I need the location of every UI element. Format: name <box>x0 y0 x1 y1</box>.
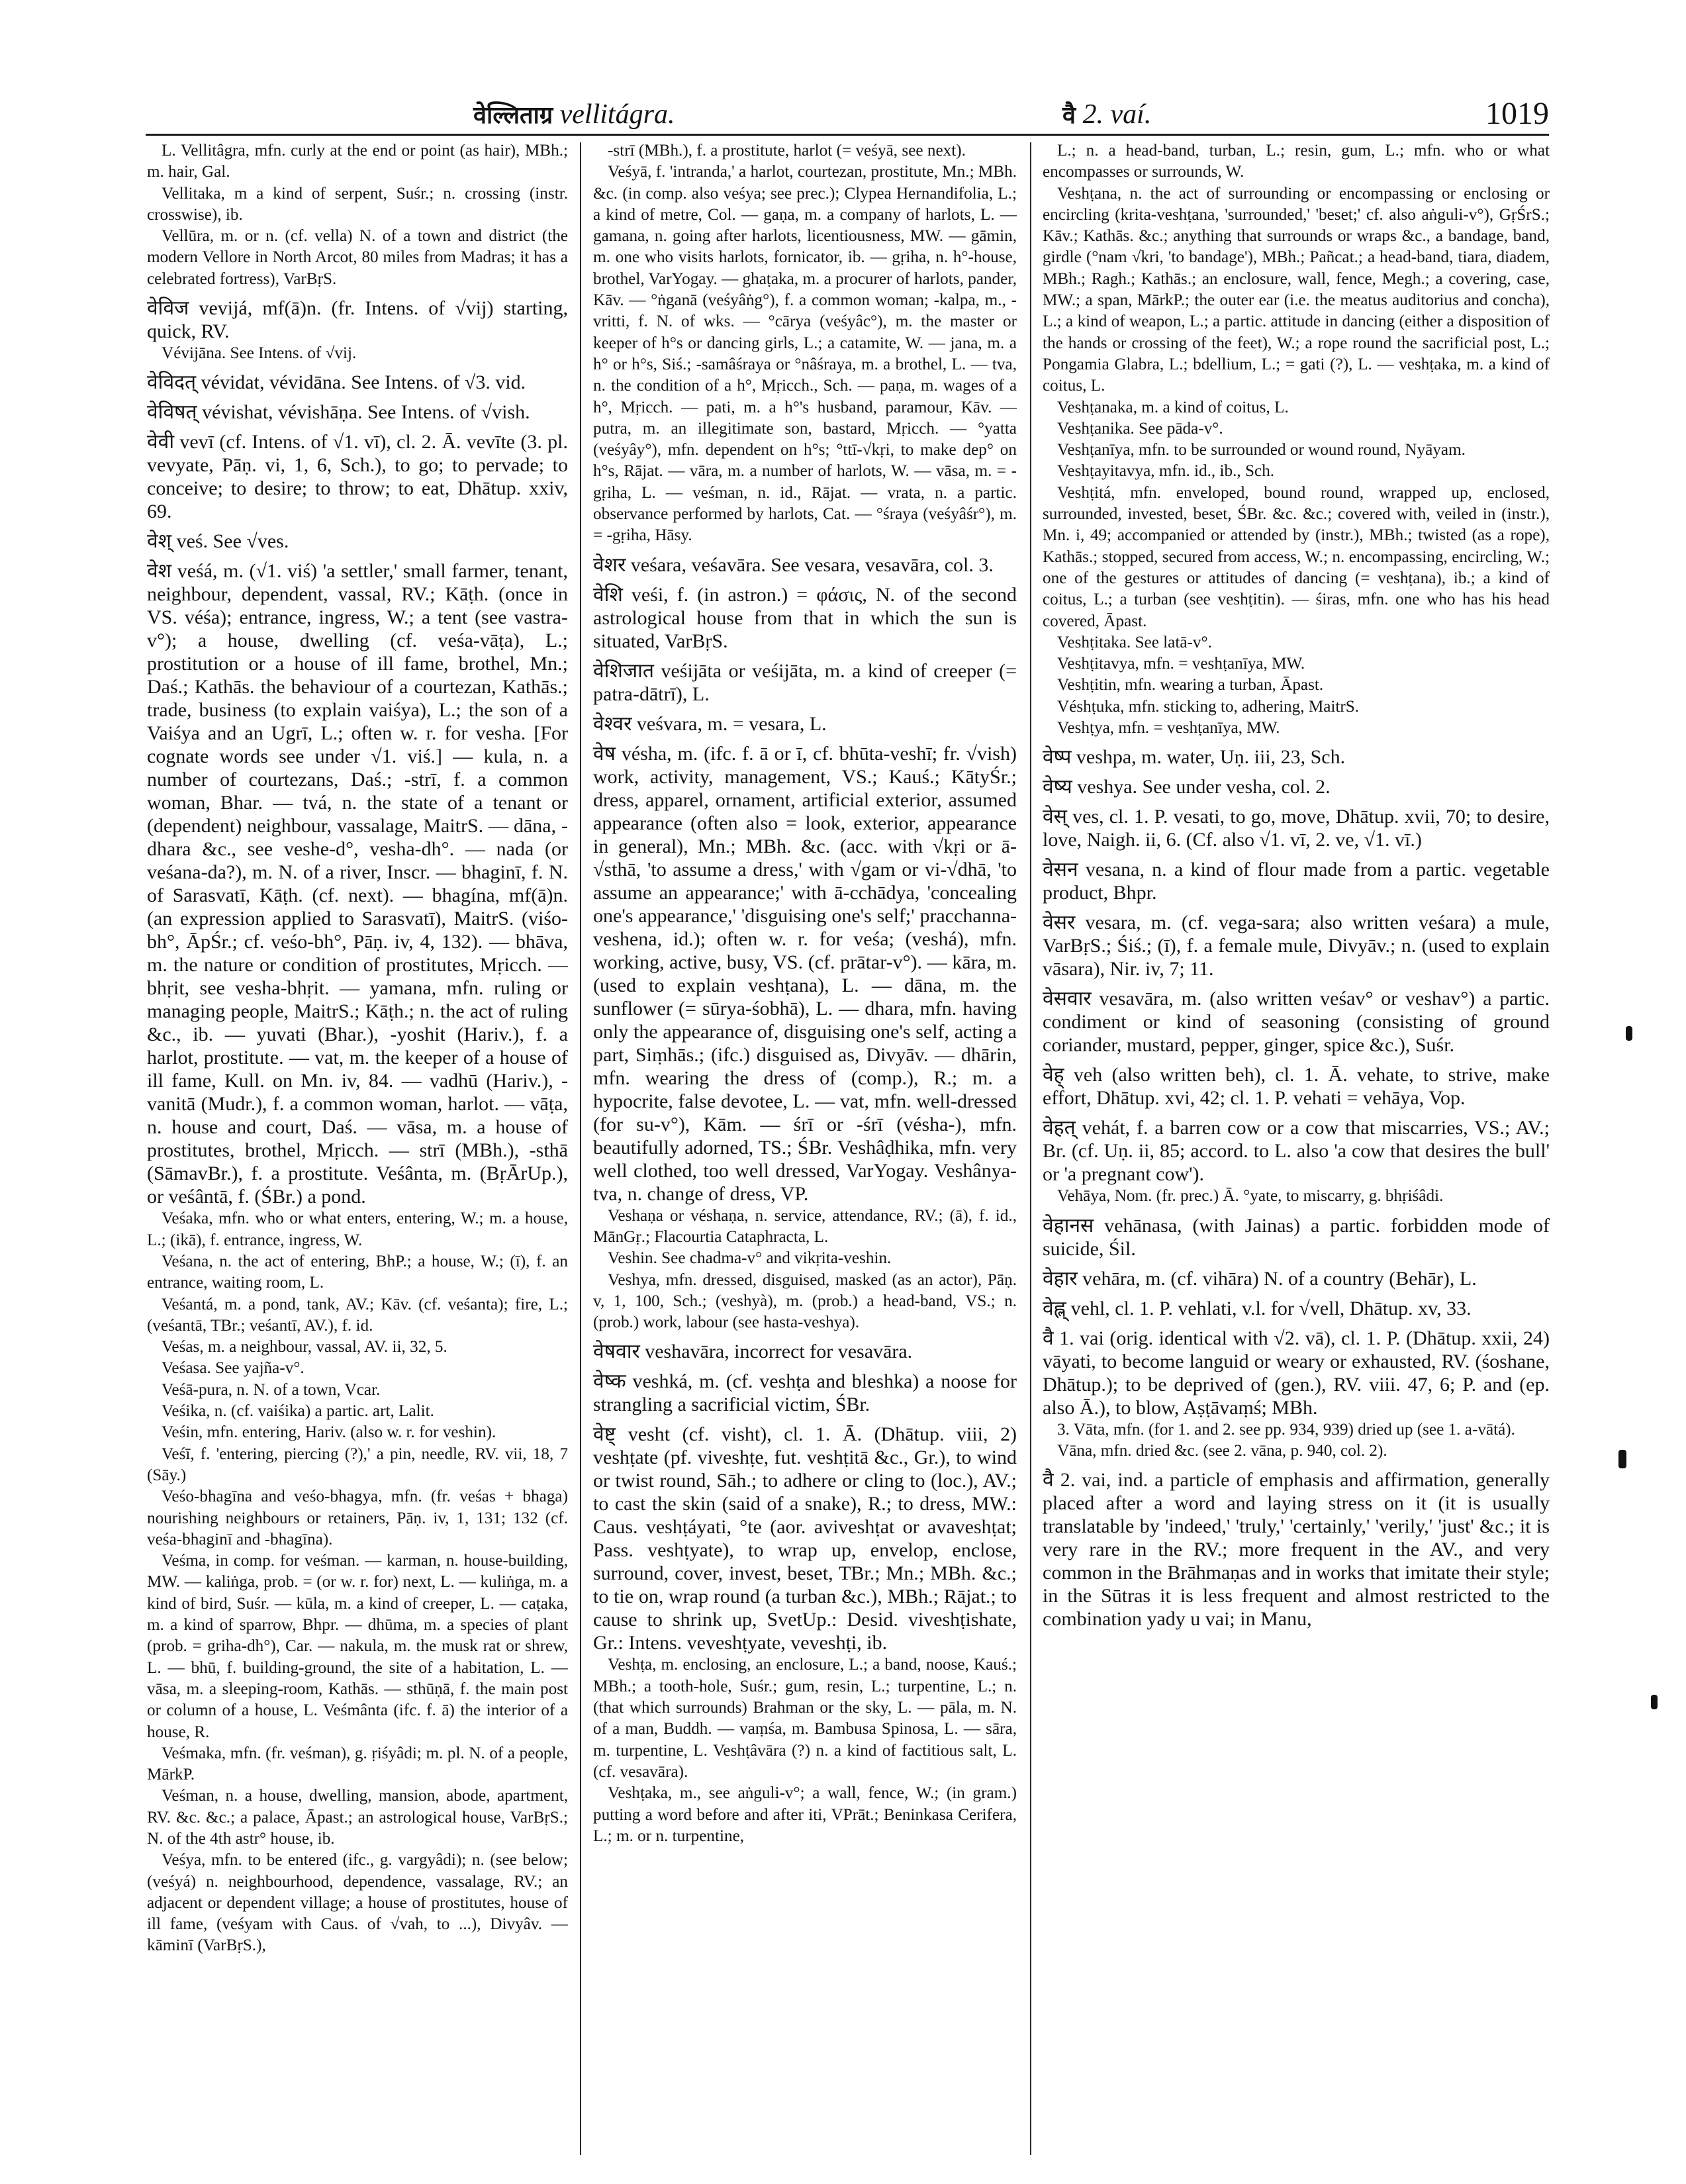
column-divider <box>1030 142 1031 2155</box>
sub-entry: -strī (MBh.), f. a prostitute, harlot (= veśyā, see next). <box>608 142 966 160</box>
main-entry: वेवी vevī (cf. Intens. of √1. vī), cl. 2. Ā. vevīte (3. pl. vevyate, Pāṇ. vi, 1, 6, Sch.), to go; to pervade; to conceive; to desire; to throw; to eat, Dhātup. xxiv, 69. <box>147 431 568 523</box>
margin-mark <box>1618 1450 1626 1468</box>
sub-entry: Veśasa. See yajña-v°. <box>162 1359 304 1378</box>
header-mid-devanagari: वै <box>1062 102 1076 129</box>
main-entry: वेस् ves, cl. 1. P. vesati, to go, move, Dhātup. xvii, 70; to desire, love, Naigh. ii, 6. (Cf. also √1. vī, 2. ve, √1. vī.) <box>1043 806 1550 851</box>
sub-entry: Vellitaka, m a kind of serpent, Suśr.; n. crossing (instr. crosswise), ib. <box>147 184 568 224</box>
header-left-headword <box>473 98 675 130</box>
main-entry: वेहत् vehát, f. a barren cow or a cow that miscarries, VS.; AV.; Br. (cf. Uṇ. ii, 85; accord. to L. also 'a cow that desires the bull' or 'a pregnant cow'). <box>1043 1117 1550 1186</box>
main-entry: वेहानस vehānasa, (with Jainas) a partic. forbidden mode of suicide, Śil. <box>1043 1214 1550 1260</box>
main-entry: वेहार vehāra, m. (cf. vihāra) N. of a country (Behār), L. <box>1043 1267 1477 1290</box>
main-entry: वेषवार veshavāra, incorrect for vesavāra. <box>593 1341 913 1363</box>
main-entry: वेविदत् vévidat, vévidāna. See Intens. of √3. vid. <box>147 371 526 394</box>
sub-entry: Veśmaka, mfn. (fr. veśman), g. ṛiśyâdi; m. pl. N. of a people, MārkP. <box>147 1744 568 1784</box>
sub-entry: Veshaṇa or véshaṇa, n. service, attendance, RV.; (ā), f. id., MānGṛ.; Flacourtia Cataphracta, L. <box>593 1206 1017 1246</box>
column-3 <box>1043 140 1550 2160</box>
sub-entry: Veśman, n. a house, dwelling, mansion, abode, apartment, RV. &c. &c.; a palace, Āpast.; an astrological house, VarBṛS.; N. of the 4th astr° house, ib. <box>147 1787 568 1848</box>
sub-entry: Veśī, f. 'entering, piercing (?),' a pin, needle, RV. vii, 18, 7 (Sāy.) <box>147 1445 568 1484</box>
sub-entry: 3. Vāta, mfn. (for 1. and 2. see pp. 934, 939) dried up (see 1. a-vātá). <box>1057 1420 1515 1439</box>
header-left-transliteration: vellitágra. <box>559 99 675 130</box>
sub-entry: Veśma, in comp. for veśman. — karman, n. house-building, MW. — kaliṅga, prob. = (or w. r. for) next, L. — kuliṅga, m. a kind of bird, Suśr. — kūla, m. a kind of creeper, L. — caṭaka, m. a kind of sparrow, Bhpr. — dhūma, m. a species of plant (prob. = griha-dh°), Car. — nakula, m. the musk rat or shrew, L. — bhū, f. building-ground, the site of a habitation, L. — vāsa, m. a sleeping-room, Kathās. — sthūṇā, f. the main post or column of a house, L. Veśmânta (ifc. f. ā) the interior of a house, R. <box>147 1552 568 1741</box>
main-entry: वेशि veśi, f. (in astron.) = φάσις, N. of the second astrological house from that in which the sun is situated, VarBṛS. <box>593 583 1017 652</box>
header-right-headword <box>1062 98 1151 130</box>
main-entry: वेविज vevijá, mf(ā)n. (fr. Intens. of √vij) starting, quick, RV. <box>147 297 568 343</box>
margin-mark <box>1626 1026 1632 1041</box>
sub-entry: Veshṭana, n. the act of surrounding or encompassing or enclosing or encircling (krita-veshṭana, 'surrounded,' 'beset;' cf. also aṅguli-v°), GṛŚrS.; Kāv.; Kathās. &c.; anything that surrounds or wraps &c., a bandage, band, girdle (°nam √kri, 'to bandage'), MBh.; Pañcat.; a head-band, tiara, diadem, MBh.; Ragh.; Kathās.; an enclosure, wall, fence, Megh.; a covering, case, MW.; a span, MārkP.; the outer ear (i.e. the meatus auditorius and concha), L.; a kind of weapon, L.; a partic. attitude in dancing (either a disposition of the hands or crossing of the feet), W.; a rope round the sacrificial post, L.; Pongamia Glabra, L.; bdellium, L.; = gati (?), L. — veshṭaka, m. a kind of coitus, L. <box>1043 184 1550 395</box>
sub-entry: Veśo-bhagīna and veśo-bhagya, mfn. (fr. veśas + bhaga) nourishing neighbours or retainers, Pāṇ. iv, 1, 131; 132 (cf. veśa-bhaginī and -bhagīna). <box>147 1488 568 1548</box>
sub-entry: Vāna, mfn. dried &c. (see 2. vāna, p. 940, col. 2). <box>1057 1441 1387 1460</box>
sub-entry: Veshṭitaka. See latā-v°. <box>1057 633 1212 651</box>
main-entry: वेश् veś. See √ves. <box>147 530 289 553</box>
sub-entry: Veshṭitá, mfn. enveloped, bound round, wrapped up, enclosed, surrounded, invested, beset, ŚBr. &c. &c.; covered with, veiled in (instr.), Mn. i, 49; accompanied or attended by (instr.), MBh.; twisted (as a rope), Kathās.; stopped, secured from access, W.; n. encompassing, encircling, W.; one of the gestures or attitudes of dancing (= veshṭana), ib.; a kind of coitus, L.; a turban (see veshṭitin). — śiras, mfn. one who has his head covered, Āpast. <box>1043 483 1550 630</box>
sub-entry: Veshṭayitavya, mfn. id., ib., Sch. <box>1057 462 1275 481</box>
sub-entry: Véshṭuka, mfn. sticking to, adhering, MaitrS. <box>1057 697 1360 716</box>
sub-entry: Veśantá, m. a pond, tank, AV.; Kāv. (cf. veśanta); fire, L.; (veśantā, TBr.; veśantī, AV.), f. id. <box>147 1295 568 1335</box>
main-entry: वेश veśá, m. (√1. viś) 'a settler,' small farmer, tenant, neighbour, dependent, vassal, RV.; Kāṭh. (once in VS. véśa); entrance, ingress, W.; a tent (see vastra-v°); a house, dwelling (cf. veśa-vāṭa), L.; prostitution or a house of ill fame, brothel, Mn.; Daś.; Kathās. the behaviour of a courtezan, Kathās.; trade, business (to explain vaiśya), L.; the son of a Vaiśya and an Ugrī, L.; often w. r. for vesha. [For cognate words see under √1. viś.] — kula, n. a number of courtezans, Daś.; -strī, f. a common woman, Bhar. — tvá, n. the state of a tenant or (dependent) neighbour, vassalage, MaitrS. — dāna, -dhara &c., see veshe-d°, vesha-dh°. — nada (or veśana-da?), m. N. of a river, Inscr. — bhaginī, f. N. of Sarasvatī, Kāṭh. (cf. next). — bhagína, mf(ā)n. (an expression applied to Sarasvatī), MaitrS. (viśo-bh°, ĀpŚr.; cf. veśo-bh°, Pāṇ. iv, 4, 132). — bhāva, m. the nature or condition of prostitutes, Mṛicch. — bhṛit, see vesha-bhṛit. — yamana, mfn. ruling or managing people, MaitrS.; Kāṭh.; n. the act of ruling &c., ib. — yuvati (Bhar.), -yoshit (Hariv.), f. a harlot, prostitute. — vat, m. the keeper of a house of ill fame, Kull. on Mn. iv, 84. — vadhū (Hariv.), -vanitā (Mudr.), f. a common woman, harlot. — vāṭa, n. house and court, Daś. — vāsa, m. a house of prostitutes, brothel, Mṛicch. — strī (MBh.), -sthā (SāmavBr.), f. a prostitute. Veśânta, m. (BṛĀrUp.), or veśântā, f. (ŚBr.) a pond. <box>147 560 568 1208</box>
sub-entry: L. Vellitâgra, mfn. curly at the end or point (as hair), MBh.; m. hair, Gal. <box>147 142 568 181</box>
main-entry: वै 2. vai, ind. a particle of emphasis and affirmation, generally placed after a word and laying stress on it (it is usually translatable by 'indeed,' 'truly,' 'certainly,' 'verily,' 'just' &c.; it is very rare in the RV.; more frequent in the AV., and very common in the Brāhmaṇas and in works that imitate their style; in the Sūtras it is less frequent and almost restricted to the combination yady u vai; in Manu, <box>1043 1469 1550 1631</box>
sub-entry: Veshṭya, mfn. = veshṭanīya, MW. <box>1057 719 1280 737</box>
sub-entry: Veshṭitin, mfn. wearing a turban, Āpast. <box>1057 676 1324 694</box>
sub-entry: Veshṭaka, m., see aṅguli-v°; a wall, fence, W.; (in gram.) putting a word before and after iti, VPrāt.; Beninkasa Cerifera, L.; m. or n. turpentine, <box>593 1784 1017 1845</box>
sub-entry: Veshṭanika. See pāda-v°. <box>1057 419 1223 438</box>
column-divider <box>580 142 581 2155</box>
page-number: 1019 <box>1485 96 1549 131</box>
sub-entry: Veśana, n. the act of entering, BhP.; a house, W.; (ī), f. an entrance, waiting room, L. <box>147 1252 568 1292</box>
sub-entry: Veshṭa, m. enclosing, an enclosure, L.; a band, noose, Kauś.; MBh.; a tooth-hole, Suśr.; gum, resin, L.; turpentine, L.; n. (that which surrounds) Brahman or the sky, L. — pāla, m. N. of a man, Buddh. — vaṃśa, m. Bambusa Spinosa, L. — sāra, m. turpentine, L. Veshṭâvāra (?) n. a kind of factitious salt, L. (cf. vesavāra). <box>593 1656 1017 1781</box>
sub-entry: Veśyā, f. 'intranda,' a harlot, courtezan, prostitute, Mn.; MBh. &c. (in comp. also veśya; see prec.); Clypea Hernandifolia, L.; a kind of metre, Col. — gaṇa, m. a company of harlots, L. — gamana, n. going after harlots, licentiousness, MW. — gāmin, m. one who visits harlots, fornicator, ib. — gṛiha, n. h°-house, brothel, VarYogay. — ghaṭaka, m. a procurer of harlots, pander, Kāv. — °ṅganā (veśyâṅg°), f. a common woman; -kalpa, m., -vritti, f. N. of wks. — °cārya (veśyâc°), m. the master or keeper of h°s or dancing girls, L.; a catamite, W. — jana, m. a h° or h°s, Siś.; -samâśraya or °nâśraya, m. a brothel, L. — tva, n. the condition of a h°, Mṛicch., Sch. — paṇa, m. wages of a h°, Mṛicch. — pati, m. a h°'s husband, paramour, Kāv. — putra, m. an illegitimate son, bastard, Mṛicch. — °yatta (veśyây°), mfn. dependent on h°s; °ttī-√kṛi, to make dep° on h°s, Rājat. — vāra, m. a number of harlots, W. — vāsa, m. = -gṛiha, L. — veśman, n. id., Rājat. — vrata, n. a partic. observance performed by harlots, Cat. — °śraya (veśyâśr°), m. = -gṛiha, Hāsy. <box>593 163 1017 545</box>
main-entry: वेशिजात veśijāta or veśijāta, m. a kind of creeper (= patra-dātrī), L. <box>593 659 1017 705</box>
sub-entry: Vellūra, m. or n. (cf. vella) N. of a town and district (the modern Vellore in North Arcot, 80 miles from Madras; it has a celebrated fortress), VarBṛS. <box>147 227 568 288</box>
sub-entry: Veśin, mfn. entering, Hariv. (also w. r. for veshin). <box>162 1423 496 1442</box>
main-entry: वेविषत् vévishat, vévishāṇa. See Intens. of √vish. <box>147 401 530 424</box>
main-entry: वेह् veh (also written beh), cl. 1. Ā. vehate, to strive, make effort, Dhātup. xvi, 42; cl. 1. P. vehati = vehāya, Vop. <box>1043 1064 1550 1110</box>
column-1 <box>147 140 568 2160</box>
main-entry: वेष्ट् vesht (cf. visht), cl. 1. Ā. (Dhātup. viii, 2) veshṭate (pf. viveshṭe, fut. veshṭitā &c., Gr.), to wind or twist round, Sāh.; to adhere or cling to (loc.), AV.; to cast the skin (said of a snake), R.; to dress, MW.: Caus. veshṭáyati, °te (aor. aviveshṭat or avaveshṭat; Pass. veshṭyate), to wrap up, envelop, enclose, surround, cover, invest, beset, TBr.; Mn.; MBh. &c.; to tie on, wrap round (a turban &c.), MBh.; Rājat.; to cause to shrink up, SvetUp.: Desid. viveshṭishate, Gr.: Intens. veveshṭyate, veveshṭi, ib. <box>593 1423 1017 1654</box>
column-2 <box>593 140 1017 2160</box>
main-entry: वेह्ल् vehl, cl. 1. P. vehlati, v.l. for √vell, Dhātup. xv, 33. <box>1043 1297 1472 1319</box>
sub-entry: Veshṭitavya, mfn. = veshṭanīya, MW. <box>1057 655 1305 673</box>
sub-entry: Vévijāna. See Intens. of √vij. <box>162 344 357 363</box>
sub-entry: Veshin. See chadma-v° and vikṛita-veshin. <box>608 1249 892 1268</box>
main-entry: वेशर veśara, veśavāra. See vesara, vesavāra, col. 3. <box>593 553 994 576</box>
sub-entry: Veshṭanīya, mfn. to be surrounded or wound round, Nyāyam. <box>1057 441 1466 459</box>
sub-entry: Veśaka, mfn. who or what enters, entering, W.; m. a house, L.; (ikā), f. entrance, ingress, W. <box>147 1210 568 1249</box>
main-entry: वेसर vesara, m. (cf. vega-sara; also written veśara) a mule, VarBṛS.; Śiś.; (ī), f. a female mule, Divyāv.; n. (used to explain vāsara), Nir. iv, 7; 11. <box>1043 912 1550 980</box>
main-entry: वेष्प veshpa, m. water, Uṇ. iii, 23, Sch. <box>1043 746 1346 769</box>
header-mid-transliteration: 2. vaí. <box>1082 99 1152 130</box>
sub-entry: L.; n. a head-band, turban, L.; resin, gum, L.; mfn. who or what encompasses or surrounds, W. <box>1043 142 1550 181</box>
header-left-devanagari: वेल्लिताग्र <box>473 102 553 129</box>
main-entry: वेसवार vesavāra, m. (also written veśav° or veshav°) a partic. condiment or kind of seasoning (consisting of ground coriander, mustard, pepper, ginger, spice &c.), Suśr. <box>1043 988 1550 1057</box>
main-entry: वेसन vesana, n. a kind of flour made from a partic. vegetable product, Bhpr. <box>1043 859 1550 904</box>
sub-entry: Veśya, mfn. to be entered (ifc., g. vargyâdi); n. (see below; (veśyá) n. neighbourhood, dependence, vassalage, RV.; an adjacent or dependent village; a house of prostitutes, house of ill fame, (veśyam with Caus. of √vah, to ...), Divyâv. — kāminī (VarBṛS.), <box>147 1851 568 1955</box>
main-entry: वै 1. vai (orig. identical with √2. vā), cl. 1. P. (Dhātup. xxii, 24) vāyati, to become languid or weary or exhausted, RV. (śoshane, Dhātup.); to be deprived of (gen.), RV. viii. 47, 6; P. and (ep. also Ā.), to blow, Aṣṭāvaṃś; MBh. <box>1043 1327 1550 1419</box>
main-entry: वेष्य veshya. See under vesha, col. 2. <box>1043 776 1331 798</box>
main-entry: वेष vésha, m. (ifc. f. ā or ī, cf. bhūta-veshī; fr. √vish) work, activity, management, VS.; Kauś.; KātyŚr.; dress, apparel, ornament, artificial exterior, assumed appearance (often also = look, exterior, appearance in general), Mn.; MBh. &c. (acc. with √kṛi or ā-√sthā, 'to assume a dress,' with √gam or vi-√dhā, 'to assume an appearance;' with ā-cchādya, 'concealing one's appearance,' 'disguising one's self;' pracchanna-veshena, id.); often w. r. for veśa; (veshá), mfn. working, active, busy, VS. (cf. prātar-v°). — kāra, m. (used to explain veshṭana), L. — dāna, m. the sunflower (= sūrya-śobhā), L. — dhara, mfn. having only the appearance of, disguising one's self, acting a part, Siṃhās.; (ifc.) disguised as, Divyāv. — dhārin, mfn. wearing the dress of (comp.), R.; m. a hypocrite, false devotee, L. — vat, mfn. well-dressed (for su-v°), Kām. — śrī or -śrī (vésha-), mfn. beautifully adorned, TS.; ŚBr. Veshâḍhika, mfn. very well clothed, too well dressed, VarYogay. Veshânya-tva, n. change of dress, VP. <box>593 742 1017 1205</box>
main-entry: वेश्वर veśvara, m. = vesara, L. <box>593 712 827 735</box>
margin-mark <box>1651 1695 1658 1709</box>
sub-entry: Vehāya, Nom. (fr. prec.) Ā. °yate, to miscarry, g. bhṛiśâdi. <box>1057 1187 1444 1206</box>
running-header <box>146 93 1549 136</box>
sub-entry: Veśika, n. (cf. vaiśika) a partic. art, Lalit. <box>162 1402 434 1421</box>
sub-entry: Veshya, mfn. dressed, disguised, masked (as an actor), Pāṇ. v, 1, 100, Sch.; (veshyà), m. (prob.) a head-band, VS.; n. (prob.) work, labour (see hasta-veshya). <box>593 1270 1017 1332</box>
sub-entry: Veśas, m. a neighbour, vassal, AV. ii, 32, 5. <box>162 1338 447 1356</box>
sub-entry: Veśā-pura, n. N. of a town, Vcar. <box>162 1380 381 1399</box>
main-entry: वेष्क veshká, m. (cf. veshṭa and bleshka) a noose for strangling a sacrificial victim, ŚBr. <box>593 1370 1017 1416</box>
sub-entry: Veshṭanaka, m. a kind of coitus, L. <box>1057 398 1289 416</box>
